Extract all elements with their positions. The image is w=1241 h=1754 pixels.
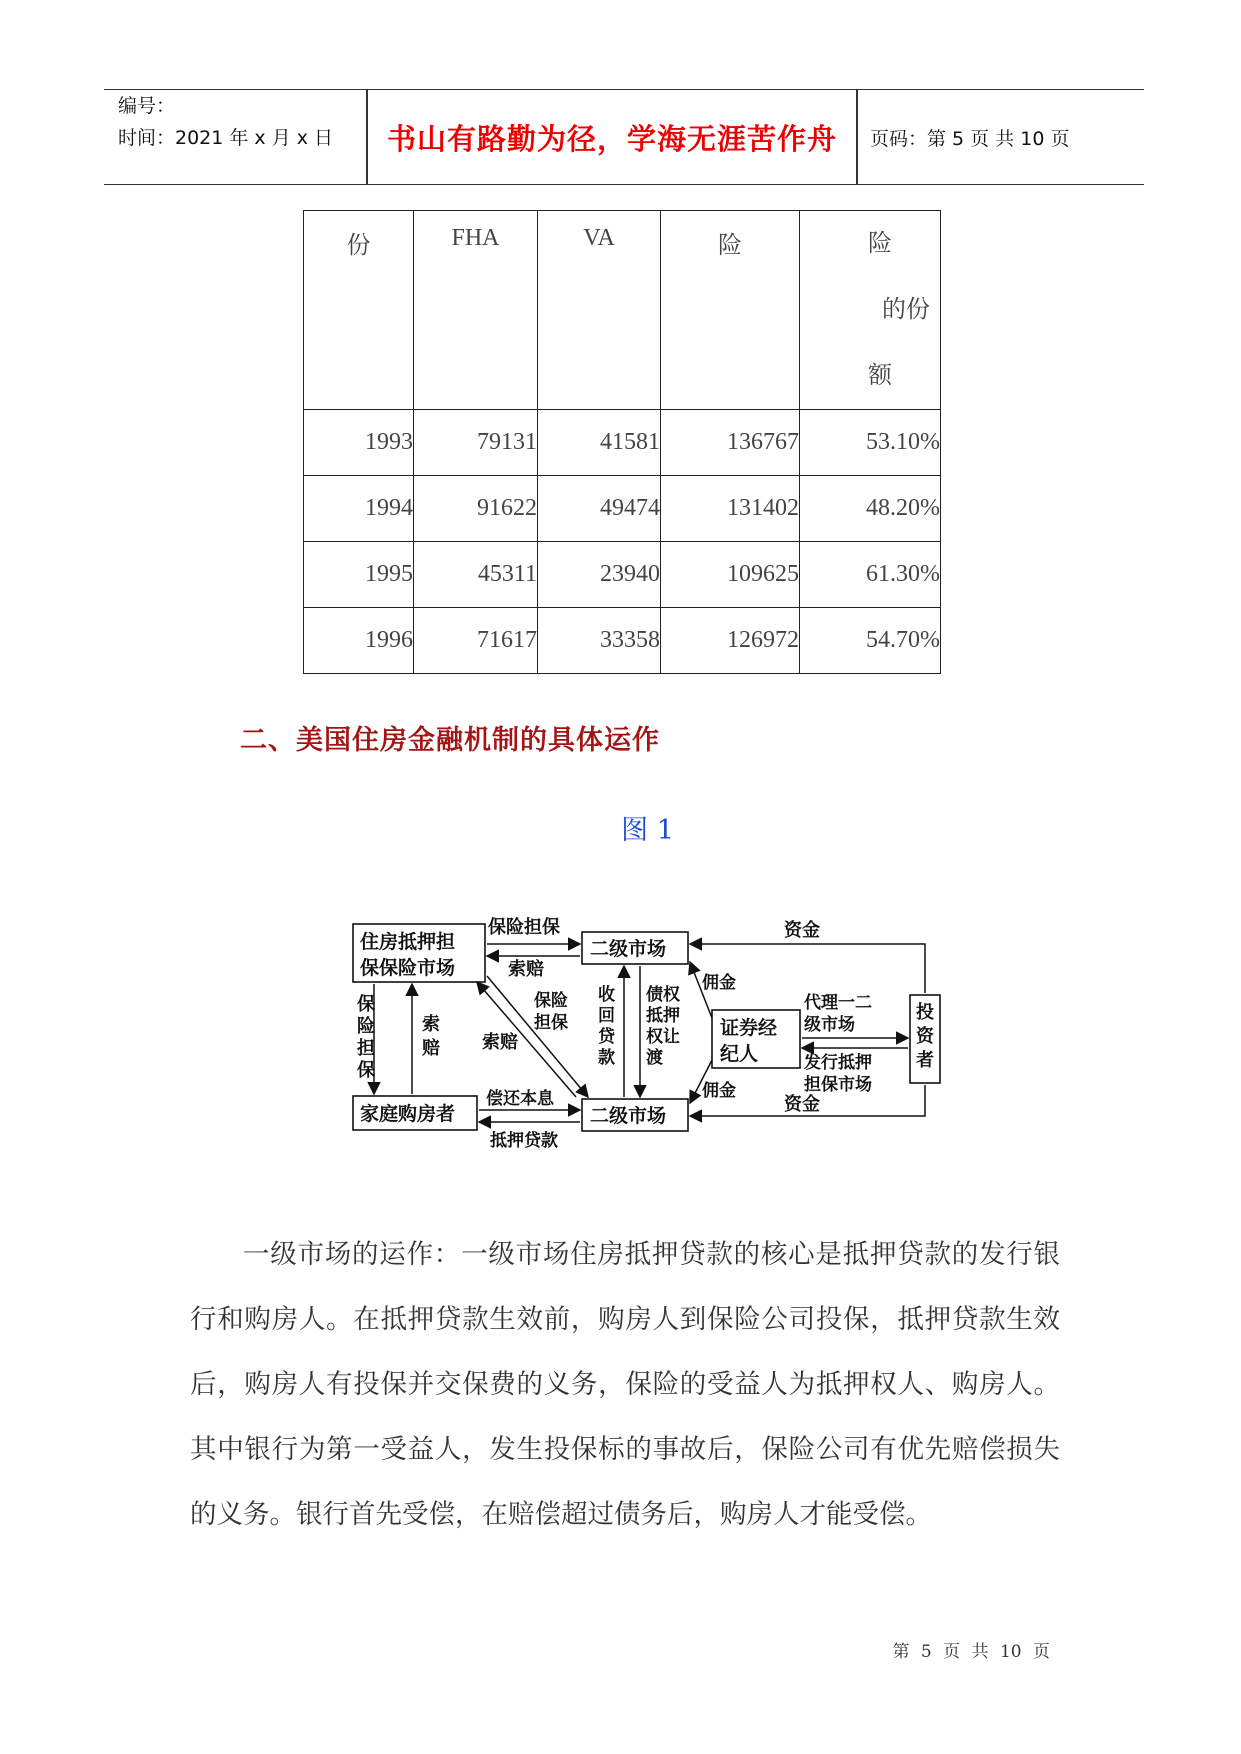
mortgage-flow-diagram	[340, 888, 945, 1188]
insurance-guarantee-label: 保险担保	[488, 917, 560, 938]
commission-label: 佣金	[702, 1081, 736, 1101]
table-header-cell: FHA	[451, 225, 500, 251]
commission-label: 佣金	[702, 973, 736, 993]
claim-label: 索赔	[508, 959, 544, 980]
table-cell: 1993	[304, 410, 414, 476]
investor-label: 者	[916, 1050, 934, 1071]
table-header-cell: 险	[868, 231, 892, 257]
table-cell: 41581	[538, 410, 661, 476]
serial-label: 编号：	[118, 95, 176, 117]
table-header-cell: 险	[718, 233, 742, 259]
table-cell: 136767	[661, 410, 800, 476]
table-cell: 1996	[304, 608, 414, 674]
insurance-market-label: 住房抵押担	[360, 931, 456, 953]
table-header-cell: 额	[868, 363, 892, 389]
secondary-market-top-label: 二级市场	[590, 938, 667, 960]
investor-label: 资	[916, 1026, 934, 1047]
insurance-guarantee-label: 保险	[534, 991, 568, 1011]
broker-label: 证券经	[720, 1017, 778, 1039]
secondary-market-bottom-label: 二级市场	[590, 1105, 667, 1127]
debt-transfer-label: 债权	[646, 985, 680, 1005]
recover-loan-label: 收	[598, 985, 615, 1005]
issue-mbs-label: 发行抵押	[804, 1053, 872, 1073]
repay-label: 偿还本息	[486, 1089, 554, 1109]
header-divider	[856, 90, 858, 184]
recover-loan-label: 贷	[598, 1027, 615, 1047]
table-cell: 45311	[414, 542, 538, 608]
table-row	[304, 476, 941, 542]
agent-secondary-label: 级市场	[804, 1015, 855, 1035]
insurance-guarantee-label: 险	[357, 1016, 375, 1037]
table-cell: 1995	[304, 542, 414, 608]
insurance-guarantee-label: 担保	[534, 1013, 568, 1033]
table-cell: 54.70%	[800, 608, 941, 674]
page-footer: 第 5 页 共 10 页	[892, 1642, 1050, 1662]
claim-label: 索赔	[482, 1032, 518, 1053]
insurance-guarantee-label: 保	[357, 1060, 375, 1081]
header-page-info: 页码：第 5 页 共 10 页	[870, 127, 1070, 150]
table-cell: 1994	[304, 476, 414, 542]
header-motto: 书山有路勤为径，学海无涯苦作舟	[386, 121, 837, 156]
recover-loan-label: 回	[598, 1006, 615, 1026]
table-cell: 91622	[414, 476, 538, 542]
table-header-row	[304, 211, 941, 410]
claim-label: 索	[422, 1014, 440, 1035]
table-header-cell: VA	[583, 225, 615, 251]
page-header	[104, 89, 1144, 185]
table-cell: 61.30%	[800, 542, 941, 608]
issue-mbs-label: 担保市场	[804, 1075, 872, 1095]
agent-secondary-label: 代理一二	[804, 993, 872, 1013]
table-row	[304, 410, 941, 476]
family-buyer-label: 家庭购房者	[360, 1103, 456, 1125]
table-cell: 49474	[538, 476, 661, 542]
insurance-market-label: 保保险市场	[360, 957, 456, 979]
table-cell: 71617	[414, 608, 538, 674]
body-paragraph: 一级市场的运作：一级市场住房抵押贷款的核心是抵押贷款的发行银行和购房人。在抵押贷款生效前，购房人到保险公司投保，抵押贷款生效后，购房人有投保并交保费的义务，保险的受益人为抵押权人、购房人。其中银行为第一受益人，发生投保标的事故后，保险公司有优先赔偿损失的义务。银行首先受偿，在赔偿超过债务后，购房人才能受偿。	[190, 1239, 1060, 1530]
investor-label: 投	[916, 1002, 934, 1023]
mortgage-loan-label: 抵押贷款	[490, 1131, 558, 1151]
table-cell: 23940	[538, 542, 661, 608]
broker-label: 纪人	[720, 1043, 759, 1065]
table-cell: 126972	[661, 608, 800, 674]
table-cell: 33358	[538, 608, 661, 674]
funds-label: 资金	[784, 1094, 820, 1115]
table-cell: 48.20%	[800, 476, 941, 542]
table-cell: 53.10%	[800, 410, 941, 476]
table-row	[304, 542, 941, 608]
table-header-cell: 份	[346, 233, 371, 259]
figure-caption: 图 1	[621, 815, 674, 846]
data-table	[303, 210, 941, 674]
insurance-guarantee-label: 担	[357, 1038, 375, 1059]
table-cell: 109625	[661, 542, 800, 608]
section-heading: 二、美国住房金融机制的具体运作	[240, 725, 660, 756]
recover-loan-label: 款	[598, 1048, 615, 1068]
body-text	[190, 1222, 1060, 1547]
time-label: 时间：2021 年 x 月 x 日	[118, 127, 334, 149]
table-cell: 79131	[414, 410, 538, 476]
insurance-guarantee-label: 保	[357, 994, 375, 1015]
debt-transfer-label: 权让	[646, 1027, 680, 1047]
debt-transfer-label: 渡	[646, 1048, 663, 1068]
table-cell: 131402	[661, 476, 800, 542]
table-header-cell: 的份	[882, 297, 930, 323]
claim-label: 赔	[422, 1038, 440, 1059]
table-row	[304, 608, 941, 674]
debt-transfer-label: 抵押	[646, 1006, 680, 1026]
funds-label: 资金	[784, 920, 820, 941]
